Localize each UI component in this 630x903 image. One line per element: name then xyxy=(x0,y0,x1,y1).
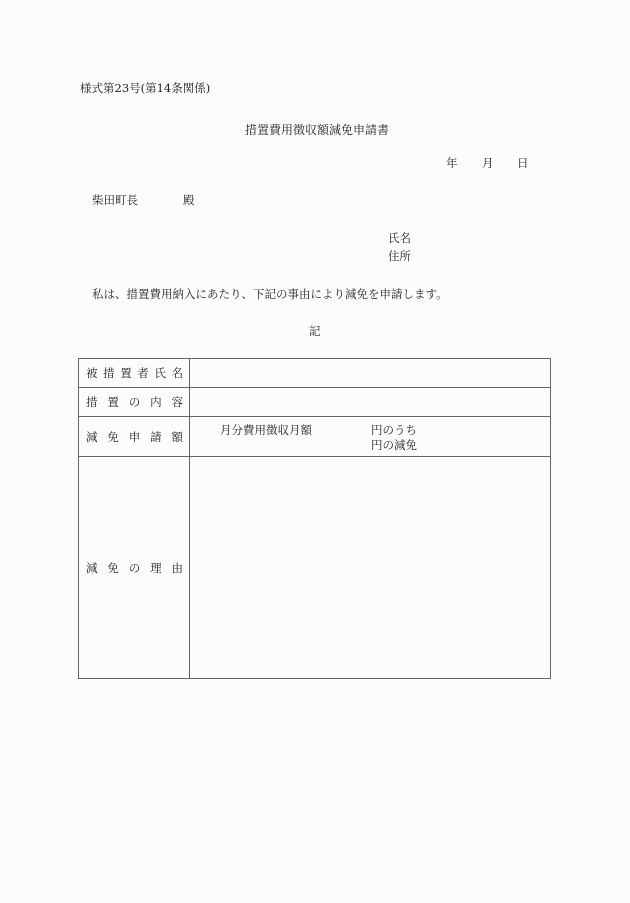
label-char: 理 xyxy=(150,560,162,575)
table-row-reduction-reason xyxy=(79,457,551,679)
label-char: 免 xyxy=(107,560,119,575)
date-year-label: 年 xyxy=(446,156,458,170)
label-char: 置 xyxy=(107,395,119,409)
note-heading: 記 xyxy=(309,324,321,338)
subject-name-field[interactable] xyxy=(190,359,551,388)
label-char: 措 xyxy=(86,395,98,409)
measure-content-field[interactable] xyxy=(190,388,551,417)
table-row-measure-content xyxy=(79,388,551,417)
form-number: 様式第23号(第14条関係) xyxy=(80,81,211,95)
addressee-name: 柴田町長 xyxy=(92,193,138,207)
reduction-amount-field[interactable] xyxy=(190,417,551,457)
date-day-label: 日 xyxy=(517,156,529,170)
label-reduction-amount xyxy=(79,417,190,457)
label-subject-name xyxy=(79,359,190,388)
label-char: 名 xyxy=(171,366,183,380)
document-title: 措置費用徴収額減免申請書 xyxy=(245,123,390,137)
label-measure-content xyxy=(79,388,190,417)
label-char: 減 xyxy=(86,429,98,444)
label-reduction-reason xyxy=(79,457,190,679)
label-char: 容 xyxy=(171,395,183,409)
application-table xyxy=(78,358,551,679)
label-char: 措 xyxy=(103,366,115,380)
label-char: の xyxy=(128,560,141,575)
reduction-reason-field[interactable] xyxy=(190,457,551,679)
table-row-subject-name xyxy=(79,359,551,388)
applicant-name-label: 氏名 xyxy=(388,231,411,245)
applicant-address-label: 住所 xyxy=(388,249,411,263)
label-char: 免 xyxy=(107,429,119,444)
monthly-fee-label: 月分費用徴収月額 xyxy=(220,423,312,437)
amount-line2: 円の減免 xyxy=(371,438,417,452)
label-char: の xyxy=(128,395,141,409)
table-row-reduction-amount xyxy=(79,417,551,457)
label-char: 被 xyxy=(86,366,98,380)
amount-line1: 円のうち xyxy=(371,423,417,437)
label-char: 減 xyxy=(86,560,98,575)
label-char: 者 xyxy=(137,366,149,380)
label-char: 請 xyxy=(150,429,162,444)
label-char: 額 xyxy=(171,429,183,444)
label-char: 氏 xyxy=(154,366,166,380)
label-char: 申 xyxy=(128,429,141,444)
label-char: 由 xyxy=(171,560,183,575)
addressee-honorific: 殿 xyxy=(183,193,195,207)
application-statement: 私は、措置費用納入にあたり、下記の事由により減免を申請します。 xyxy=(92,287,448,301)
date-month-label: 月 xyxy=(482,156,494,170)
label-char: 置 xyxy=(120,366,132,380)
label-char: 内 xyxy=(150,395,162,409)
